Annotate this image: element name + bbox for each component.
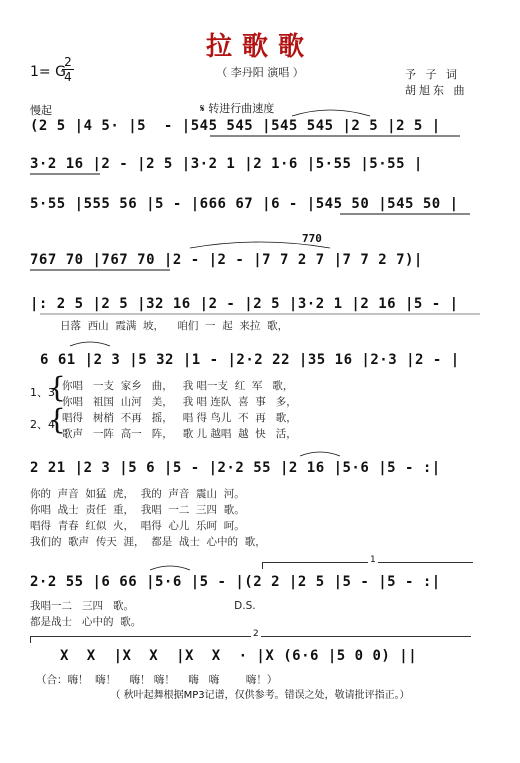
stanza-brace-b: {	[48, 403, 66, 436]
stanza-number-b: 2、4	[30, 418, 55, 431]
lyrics-row-6-verse-2: 你唱 祖国 山河 美， 我 唱 连队 喜 事 多，	[62, 396, 297, 408]
score-row-6: 6 61 |2 3 |5 32 |1 - |2·2 22 |35 16 |2·3 |2 - |	[40, 352, 460, 368]
lyrics-row-7-verse-4: 我们的 歌声 传天 涯， 都是 战士 心中的 歌，	[30, 536, 266, 548]
slur	[150, 566, 190, 570]
time-signature-bottom: 4	[64, 70, 72, 84]
score-row-3: 5·55 |555 56 |5 - |666 67 |6 - |545 50 |545 50 |	[30, 196, 459, 212]
composer-credit: 胡旭东 曲	[405, 84, 468, 97]
lyricist-credit: 予 子 词	[405, 68, 460, 81]
lyrics-row-7-verse-3: 唱得 青春 红似 火， 唱得 心儿 乐呵 呵。	[30, 520, 245, 532]
score-row-7: 2 21 |2 3 |5 6 |5 - |2·2 55 |2 16 |5·6 |5 - :|	[30, 460, 441, 476]
tempo-marking: 慢起	[30, 104, 52, 117]
score-row-4: 767 70 |767 70 |2 - |2 - |7 7 2 7 |7 7 2 7)|	[30, 252, 423, 268]
lyrics-row-6-verse-3: 唱得 树梢 不再 摇， 唱 得 鸟儿 不 再 歌，	[62, 412, 297, 424]
lyrics-row-8-verse-2: 都是战士 心中的 歌。	[30, 616, 142, 628]
score-row-2: 3·2 16 |2 - |2 5 |3·2 1 |2 1·6 |5·55 |5·55 |	[30, 156, 423, 172]
lyrics-row-7-verse-1: 你的 声音 如猛 虎， 我的 声音 震山 河。	[30, 488, 245, 500]
slur	[292, 110, 370, 116]
stanza-brace-a: {	[48, 371, 66, 404]
slur	[70, 342, 110, 346]
score-row-8: 2·2 55 |6 66 |5·6 |5 - |(2 2 |2 5 |5 - |5 - :|	[30, 574, 441, 590]
segno-tempo-change: 𝄋 转进行曲速度	[200, 102, 275, 115]
lyrics-row-8-verse-1: 我唱一二 三四 歌。 D.S.	[30, 600, 256, 612]
volta-number-1: 1	[370, 555, 376, 565]
transcription-note: （ 秋叶起舞根据MP3记谱，仅供参考。错误之处，敬请批评指正。）	[110, 690, 410, 701]
score-row-9: X X |X X |X X · |X (6·6 |5 0 0) ||	[60, 648, 418, 664]
stanza-number-a: 1、3	[30, 386, 55, 399]
slur	[190, 242, 330, 248]
volta-number-2: 2	[253, 629, 259, 639]
time-signature-top: 2	[64, 55, 72, 69]
song-title: 拉歌歌	[205, 32, 314, 62]
score-row-5: |: 2 5 |2 5 |32 16 |2 - |2 5 |3·2 1 |2 16 |5 - |	[30, 296, 459, 312]
lyrics-row-7-verse-2: 你唱 战士 责任 重， 我唱 一二 三四 歌。	[30, 504, 245, 516]
slur	[300, 452, 340, 456]
lyrics-row-6-verse-1: 你唱 一支 家乡 曲， 我 唱一支 红 军 歌，	[62, 380, 294, 392]
lyrics-row-9: （合：嗨！ 嗨！ 嗨！ 嗨！ 嗨 嗨 嗨！）	[36, 674, 278, 686]
lyrics-row-6-verse-4: 歌声 一阵 高一 阵， 歌 儿 越唱 越 快 活，	[62, 428, 297, 440]
score-row-1: (2 5 |4 5· |5 - |545 545 |545 545 |2 5 |2 5 |	[30, 118, 441, 134]
performer-credit: （ 李丹阳 演唱 ）	[216, 66, 304, 79]
chord-prefix: 770	[302, 232, 322, 245]
lyrics-row-5: 日落 西山 霞满 坡， 咱们 一 起 来拉 歌，	[60, 320, 289, 332]
key-signature: 1= G	[30, 64, 66, 80]
